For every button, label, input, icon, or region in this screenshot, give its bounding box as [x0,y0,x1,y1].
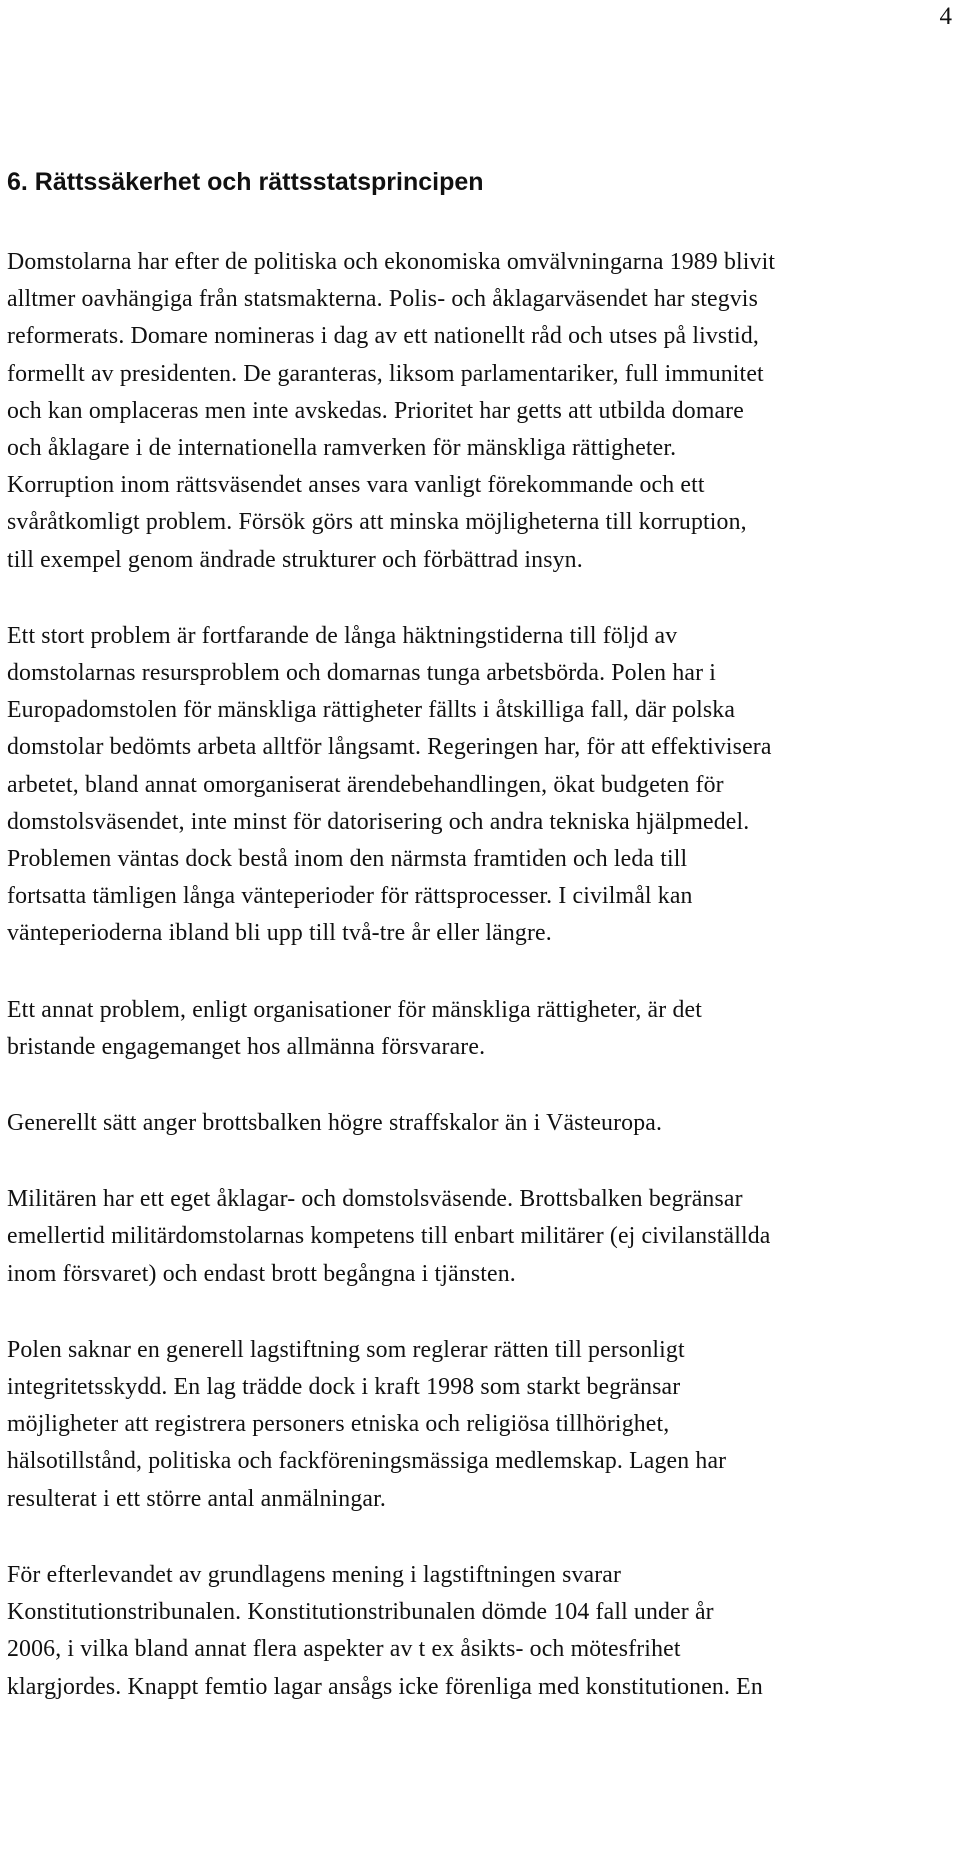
text-line: inom försvaret) och endast brott begångna i tjänsten. [7,1260,516,1287]
text-line: möjligheter att registrera personers etniska och religiösa tillhörighet, [7,1411,670,1438]
text-line: formellt av presidenten. De garanteras, liksom parlamentariker, full immunitet [7,360,764,387]
text-line: fortsatta tämligen långa vänteperioder för rättsprocesser. I civilmål kan [7,883,693,910]
page-number: 4 [939,3,952,30]
text-line: alltmer oavhängiga från statsmakterna. Polis- och åklagarväsendet har stegvis [7,286,758,313]
section-heading: 6. Rättssäkerhet och rättsstatsprincipen [7,168,484,196]
paragraph-penal-scales [7,1105,959,1142]
text-line: Domstolarna har efter de politiska och ekonomiska omvälvningarna 1989 blivit [7,249,776,275]
text-line: integritetsskydd. En lag trädde dock i kraft 1998 som starkt begränsar [7,1374,681,1401]
text-line: och kan omplaceras men inte avskedas. Prioritet har getts att utbilda domare [7,397,744,424]
text-line: Generellt sätt anger brottsbalken högre straffskalor än i Västeuropa. [7,1110,663,1137]
text-line: emellertid militärdomstolarnas kompetens till enbart militärer (ej civilanställda [7,1223,771,1250]
paragraph-detention-times [7,618,959,953]
text-line: vänteperioderna ibland bli upp till två-tre år eller längre. [7,920,552,947]
text-line: Korruption inom rättsväsendet anses vara vanligt förekommande och ett [7,472,705,499]
text-line: Militären har ett eget åklagar- och domstolsväsende. Brottsbalken begränsar [7,1186,743,1213]
text-line: klargjordes. Knappt femtio lagar ansågs icke förenliga med konstitutionen. En [7,1673,763,1700]
text-line: 2006, i vilka bland annat flera aspekter av t ex åsikts- och mötesfrihet [7,1636,681,1663]
paragraph-military-justice [7,1181,959,1293]
text-line: domstolarnas resursproblem och domarnas tunga arbetsbörda. Polen har i [7,660,717,687]
text-line: domstolsväsendet, inte minst för datorisering och andra tekniska hjälpmedel. [7,808,750,835]
text-line: hälsotillstånd, politiska och fackföreningsmässiga medlemskap. Lagen har [7,1448,727,1475]
document-body [7,162,959,1745]
text-line: reformerats. Domare nomineras i dag av ett nationellt råd och utses på livstid, [7,323,759,350]
text-line: Problemen väntas dock bestå inom den närmsta framtiden och leda till [7,846,688,873]
text-line: Europadomstolen för mänskliga rättigheter fällts i åtskilliga fall, där polska [7,697,736,724]
text-line: och åklagare i de internationella ramverken för mänskliga rättigheter. [7,435,677,462]
text-line: Konstitutionstribunalen. Konstitutionstribunalen dömde 104 fall under år [7,1599,714,1626]
text-line: För efterlevandet av grundlagens mening i lagstiftningen svarar [7,1561,622,1588]
paragraph-judiciary-independence [7,244,959,579]
text-line: bristande engagemanget hos allmänna försvarare. [7,1033,486,1060]
text-line: till exempel genom ändrade strukturer och förbättrad insyn. [7,546,583,573]
text-line: domstolar bedömts arbeta alltför långsamt. Regeringen har, för att effektivisera [7,734,772,761]
text-line: Polen saknar en generell lagstiftning som reglerar rätten till personligt [7,1336,685,1363]
text-line: Ett stort problem är fortfarande de långa häktningstiderna till följd av [7,622,678,649]
text-line: arbetet, bland annat omorganiserat ärendebehandlingen, ökat budgeten för [7,771,724,798]
paragraph-constitutional-tribunal [7,1557,959,1706]
paragraph-privacy-law [7,1332,959,1518]
text-line: Ett annat problem, enligt organisationer för mänskliga rättigheter, är det [7,996,702,1023]
paragraph-public-defenders [7,992,959,1066]
text-line: svåråtkomligt problem. Försök görs att minska möjligheterna till korruption, [7,509,747,536]
text-line: resulterat i ett större antal anmälningar. [7,1485,386,1512]
